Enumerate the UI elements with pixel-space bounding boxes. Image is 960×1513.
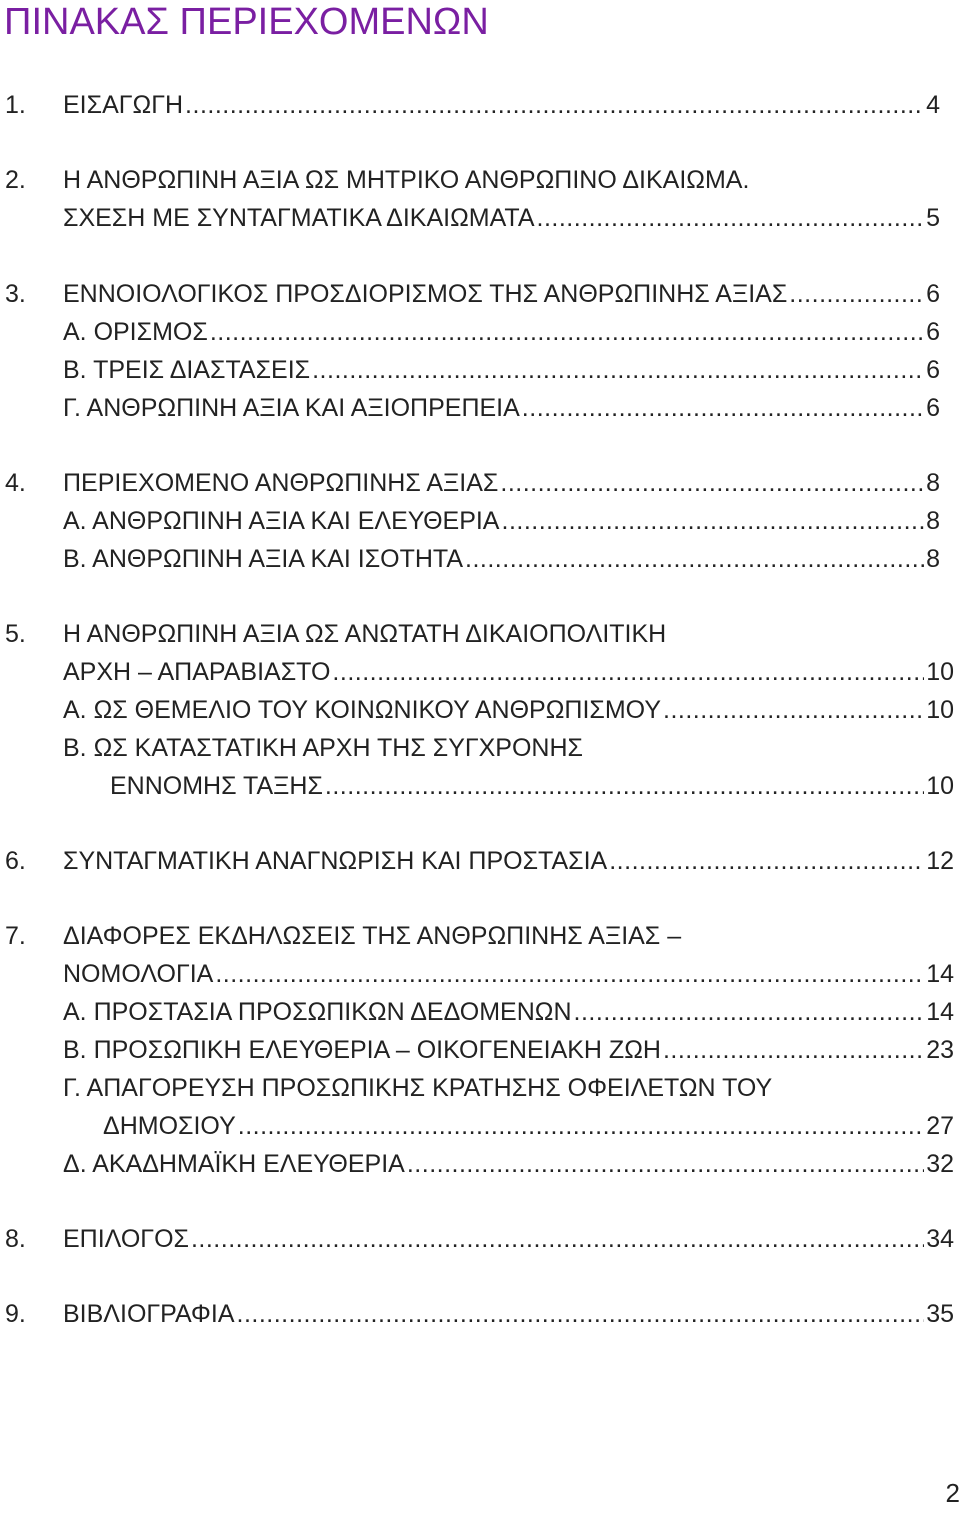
toc-subentry-4a[interactable] — [0, 502, 940, 540]
toc-leader — [609, 842, 924, 880]
page-number: 2 — [945, 1478, 960, 1508]
toc-title: ΒΙΒΛΙΟΓΡΑΦΙΑ — [63, 1300, 235, 1328]
toc-leader — [332, 653, 924, 691]
toc-title: ΠΕΡΙΕΧΟΜΕΝΟ ΑΝΘΡΩΠΙΝΗΣ ΑΞΙΑΣ — [63, 469, 499, 497]
toc-title: Η ΑΝΘΡΩΠΙΝΗ ΑΞΙΑ ΩΣ ΜΗΤΡΙΚΟ ΑΝΘΡΩΠΙΝΟ ΔΙΚΑΙΩΜΑ. — [63, 166, 750, 194]
toc-page: 10 — [926, 658, 954, 686]
toc-page: 34 — [926, 1225, 954, 1253]
toc-page: 10 — [926, 696, 954, 724]
toc-page: 14 — [926, 998, 954, 1026]
toc-subentry-4b[interactable] — [0, 540, 940, 578]
toc-leader — [312, 351, 924, 389]
toc-leader — [574, 993, 925, 1031]
toc-leader — [215, 955, 924, 993]
toc-title: Β. ΤΡΕΙΣ ΔΙΑΣΤΑΣΕΙΣ — [63, 356, 311, 384]
toc-number: 9. — [5, 1300, 26, 1328]
toc-entry-2[interactable] — [0, 161, 940, 199]
toc-page: 8 — [926, 507, 940, 535]
toc-subentry-7c-cont[interactable] — [0, 1107, 954, 1145]
toc-entry-5-cont[interactable] — [0, 653, 954, 691]
toc-leader — [537, 199, 925, 237]
toc-entry-4[interactable] — [0, 464, 940, 502]
toc-page: 6 — [926, 280, 940, 308]
toc-title: ΔΙΑΦΟΡΕΣ ΕΚΔΗΛΩΣΕΙΣ ΤΗΣ ΑΝΘΡΩΠΙΝΗΣ ΑΞΙΑΣ – — [63, 922, 682, 950]
toc-page: 23 — [926, 1036, 954, 1064]
toc-leader — [238, 1107, 924, 1145]
toc-title: Β. ΠΡΟΣΩΠΙΚΗ ΕΛΕΥΘΕΡΙΑ – ΟΙΚΟΓΕΝΕΙΑΚΗ ΖΩΗ — [63, 1036, 661, 1064]
toc-leader — [465, 540, 924, 578]
toc-entry-3[interactable] — [0, 275, 940, 313]
toc-number: 8. — [5, 1225, 26, 1253]
toc-number: 4. — [5, 469, 26, 497]
toc-entry-7-cont[interactable] — [0, 955, 954, 993]
toc-title: ΣΧΕΣΗ ΜΕ ΣΥΝΤΑΓΜΑΤΙΚΑ ΔΙΚΑΙΩΜΑΤΑ — [63, 204, 535, 232]
toc-page: 10 — [926, 772, 954, 800]
page-title: ΠΙΝΑΚΑΣ ΠΕΡΙΕΧΟΜΕΝΩΝ — [4, 1, 489, 43]
toc-title: Α. ΩΣ ΘΕΜΕΛΙΟ ΤΟΥ ΚΟΙΝΩΝΙΚΟΥ ΑΝΘΡΩΠΙΣΜΟΥ — [63, 696, 661, 724]
toc-subentry-7c[interactable] — [0, 1069, 954, 1107]
toc-number: 5. — [5, 620, 26, 648]
toc-page: 8 — [926, 545, 940, 573]
toc-number: 2. — [5, 166, 26, 194]
toc-page: 35 — [926, 1300, 954, 1328]
toc-entry-7[interactable] — [0, 917, 954, 955]
toc-leader — [663, 1031, 924, 1069]
toc-entry-9[interactable] — [0, 1295, 954, 1333]
toc-title: ΕΝΝΟΙΟΛΟΓΙΚΟΣ ΠΡΟΣΔΙΟΡΙΣΜΟΣ ΤΗΣ ΑΝΘΡΩΠΙΝΗΣ ΑΞΙΑΣ — [63, 280, 788, 308]
toc-subentry-7d[interactable] — [0, 1145, 954, 1183]
toc-entry-2-cont[interactable] — [0, 199, 940, 237]
toc-number: 6. — [5, 847, 26, 875]
toc-leader — [500, 464, 924, 502]
toc-leader — [789, 275, 924, 313]
toc-title: Β. ΑΝΘΡΩΠΙΝΗ ΑΞΙΑ ΚΑΙ ΙΣΟΤΗΤΑ — [63, 545, 464, 573]
toc-leader — [325, 767, 924, 805]
toc-leader — [185, 86, 924, 124]
toc-number: 7. — [5, 922, 26, 950]
toc-leader — [191, 1220, 924, 1258]
toc-subentry-7b[interactable] — [0, 1031, 954, 1069]
toc-leader — [210, 313, 924, 351]
toc-page: 8 — [926, 469, 940, 497]
toc-leader — [663, 691, 924, 729]
toc-entry-1[interactable] — [0, 86, 940, 124]
toc-title: Γ. ΑΝΘΡΩΠΙΝΗ ΑΞΙΑ ΚΑΙ ΑΞΙΟΠΡΕΠΕΙΑ — [63, 394, 520, 422]
toc-subentry-5b-cont[interactable] — [0, 767, 954, 805]
toc-leader — [237, 1295, 925, 1333]
toc-subentry-5a[interactable] — [0, 691, 954, 729]
toc-page: 14 — [926, 960, 954, 988]
toc-page: 6 — [926, 318, 940, 346]
toc-subentry-3c[interactable] — [0, 389, 940, 427]
toc-title: ΣΥΝΤΑΓΜΑΤΙΚΗ ΑΝΑΓΝΩΡΙΣΗ ΚΑΙ ΠΡΟΣΤΑΣΙΑ — [63, 847, 608, 875]
toc-page: 5 — [926, 204, 940, 232]
toc-entry-6[interactable] — [0, 842, 954, 880]
toc-title: Α. ΟΡΙΣΜΟΣ — [63, 318, 208, 346]
toc-subentry-3a[interactable] — [0, 313, 940, 351]
toc-number: 1. — [5, 91, 26, 119]
toc-title: Δ. ΑΚΑΔΗΜΑΪΚΗ ΕΛΕΥΘΕΡΙΑ — [63, 1150, 405, 1178]
toc-title: Β. ΩΣ ΚΑΤΑΣΤΑΤΙΚΗ ΑΡΧΗ ΤΗΣ ΣΥΓΧΡΟΝΗΣ — [63, 734, 583, 762]
toc-entry-5[interactable] — [0, 615, 954, 653]
toc-page: 32 — [926, 1150, 954, 1178]
toc-page: 27 — [926, 1112, 954, 1140]
toc-page: 12 — [926, 847, 954, 875]
toc-number: 3. — [5, 280, 26, 308]
toc-title: Α. ΑΝΘΡΩΠΙΝΗ ΑΞΙΑ ΚΑΙ ΕΛΕΥΘΕΡΙΑ — [63, 507, 500, 535]
toc-leader — [522, 389, 924, 427]
toc-page: 6 — [926, 394, 940, 422]
toc-title: Α. ΠΡΟΣΤΑΣΙΑ ΠΡΟΣΩΠΙΚΩΝ ΔΕΔΟΜΕΝΩΝ — [63, 998, 572, 1026]
toc-leader — [407, 1145, 924, 1183]
toc-title: ΑΡΧΗ – ΑΠΑΡΑΒΙΑΣΤΟ — [63, 658, 331, 686]
toc-title: ΕΝΝΟΜΗΣ ΤΑΞΗΣ — [110, 772, 323, 800]
toc-title: ΕΙΣΑΓΩΓΗ — [63, 91, 184, 119]
toc-title: ΕΠΙΛΟΓΟΣ — [63, 1225, 189, 1253]
toc-title: ΔΗΜΟΣΙΟΥ — [103, 1112, 236, 1140]
toc-page: 4 — [926, 91, 940, 119]
toc-title: Γ. ΑΠΑΓΟΡΕΥΣΗ ΠΡΟΣΩΠΙΚΗΣ ΚΡΑΤΗΣΗΣ ΟΦΕΙΛΕΤΩΝ ΤΟΥ — [63, 1074, 773, 1102]
toc-title: Η ΑΝΘΡΩΠΙΝΗ ΑΞΙΑ ΩΣ ΑΝΩΤΑΤΗ ΔΙΚΑΙΟΠΟΛΙΤΙΚΗ — [63, 620, 667, 648]
toc-subentry-3b[interactable] — [0, 351, 940, 389]
toc-subentry-7a[interactable] — [0, 993, 954, 1031]
toc-subentry-5b[interactable] — [0, 729, 954, 767]
toc-entry-8[interactable] — [0, 1220, 954, 1258]
toc-leader — [502, 502, 925, 540]
toc-page: 6 — [926, 356, 940, 384]
toc-title: ΝΟΜΟΛΟΓΙΑ — [63, 960, 214, 988]
